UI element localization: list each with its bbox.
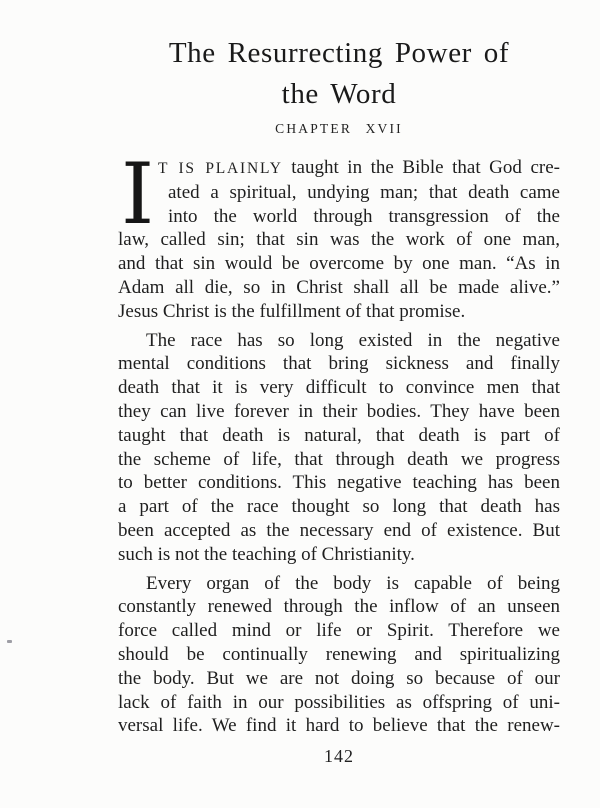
paragraph	[118, 329, 560, 567]
text-line: force called mind or life or Spirit. Therefore we	[118, 620, 560, 642]
text-line: Adam all die, so in Christ shall all be made alive.”	[118, 276, 560, 298]
text-line: The race has so long existed in the negative	[146, 329, 560, 351]
text-line: death that it is very difficult to convince men that	[118, 377, 560, 399]
text-line: mental conditions that bring sickness and finally	[118, 353, 560, 375]
text-line: they can live forever in their bodies. They have been	[118, 400, 560, 422]
drop-cap: I	[121, 145, 155, 243]
chapter-title-line2: the Word	[281, 78, 397, 110]
text-line: into the world through transgression of the	[168, 205, 560, 227]
text-line: Every organ of the body is capable of being	[146, 572, 560, 594]
text-line: ated a spiritual, undying man; that death came	[168, 181, 560, 203]
text-line: to better conditions. This negative teaching has been	[118, 472, 560, 494]
text-line: law, called sin; that sin was the work of one man,	[118, 229, 560, 251]
paragraph	[118, 145, 560, 324]
body-paragraphs	[118, 145, 560, 738]
text-line: the body. But we are not doing so because of our	[118, 667, 560, 689]
chapter-heading: CHAPTER XVII	[275, 121, 403, 136]
chapter-title-line1: The Resurrecting Power of	[168, 37, 510, 69]
text-line: T IS PLAINLY taught in the Bible that God cre-	[158, 157, 560, 178]
text-line: constantly renewed through the inflow of an unseen	[118, 596, 560, 618]
text-line: and that sin would be overcome by one man. “As in	[118, 253, 560, 275]
text-line: should be continually renewing and spiritualizing	[118, 643, 560, 665]
text-line: versal life. We find it hard to believe that the renew-	[118, 715, 560, 737]
text-line: Jesus Christ is the fulfillment of that promise.	[118, 300, 466, 322]
chapter-title	[118, 33, 560, 115]
text-line: lack of faith in our possibilities as offspring of uni-	[118, 691, 560, 713]
small-caps-lead: T IS PLAINLY	[158, 160, 283, 177]
paragraph	[118, 572, 560, 739]
text-line: such is not the teaching of Christianity.	[118, 543, 415, 565]
text-line: been accepted as the necessary end of existence. But	[118, 519, 560, 541]
text-line: taught that death is natural, that death is part of	[118, 424, 560, 446]
page-number: 142	[324, 746, 354, 766]
text-line: a part of the race thought so long that death has	[118, 496, 560, 518]
text-line: the scheme of life, that through death we progress	[118, 448, 560, 470]
scan-speck	[7, 640, 12, 643]
